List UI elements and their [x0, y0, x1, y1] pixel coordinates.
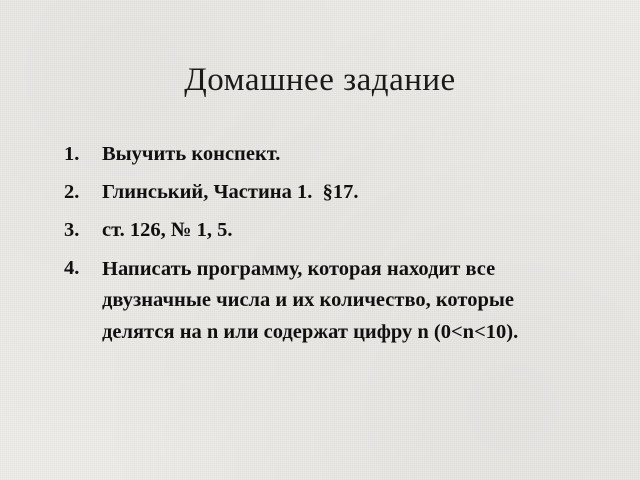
list-item [64, 254, 584, 347]
list-item [64, 140, 584, 169]
list-item-label: Выучить конспект. [102, 143, 281, 165]
list-item [64, 178, 584, 207]
list-item-number: 3. [64, 219, 80, 242]
list-item-number: 1. [64, 143, 80, 165]
list-item [64, 216, 584, 245]
list-item-number: 2. [64, 181, 80, 204]
list-item-label: Глинський, Частина 1. §17. [102, 181, 359, 204]
list-item-label: Написать программу, которая находит все двузначные числа и их количество, которые делятся на n или содержат цифру n (0<n<10). [102, 258, 520, 343]
homework-list [64, 140, 584, 357]
page-title: Домашнее задание [184, 62, 456, 98]
list-item-number: 4. [64, 257, 80, 280]
list-item-label: ст. 126, № 1, 5. [102, 219, 233, 242]
